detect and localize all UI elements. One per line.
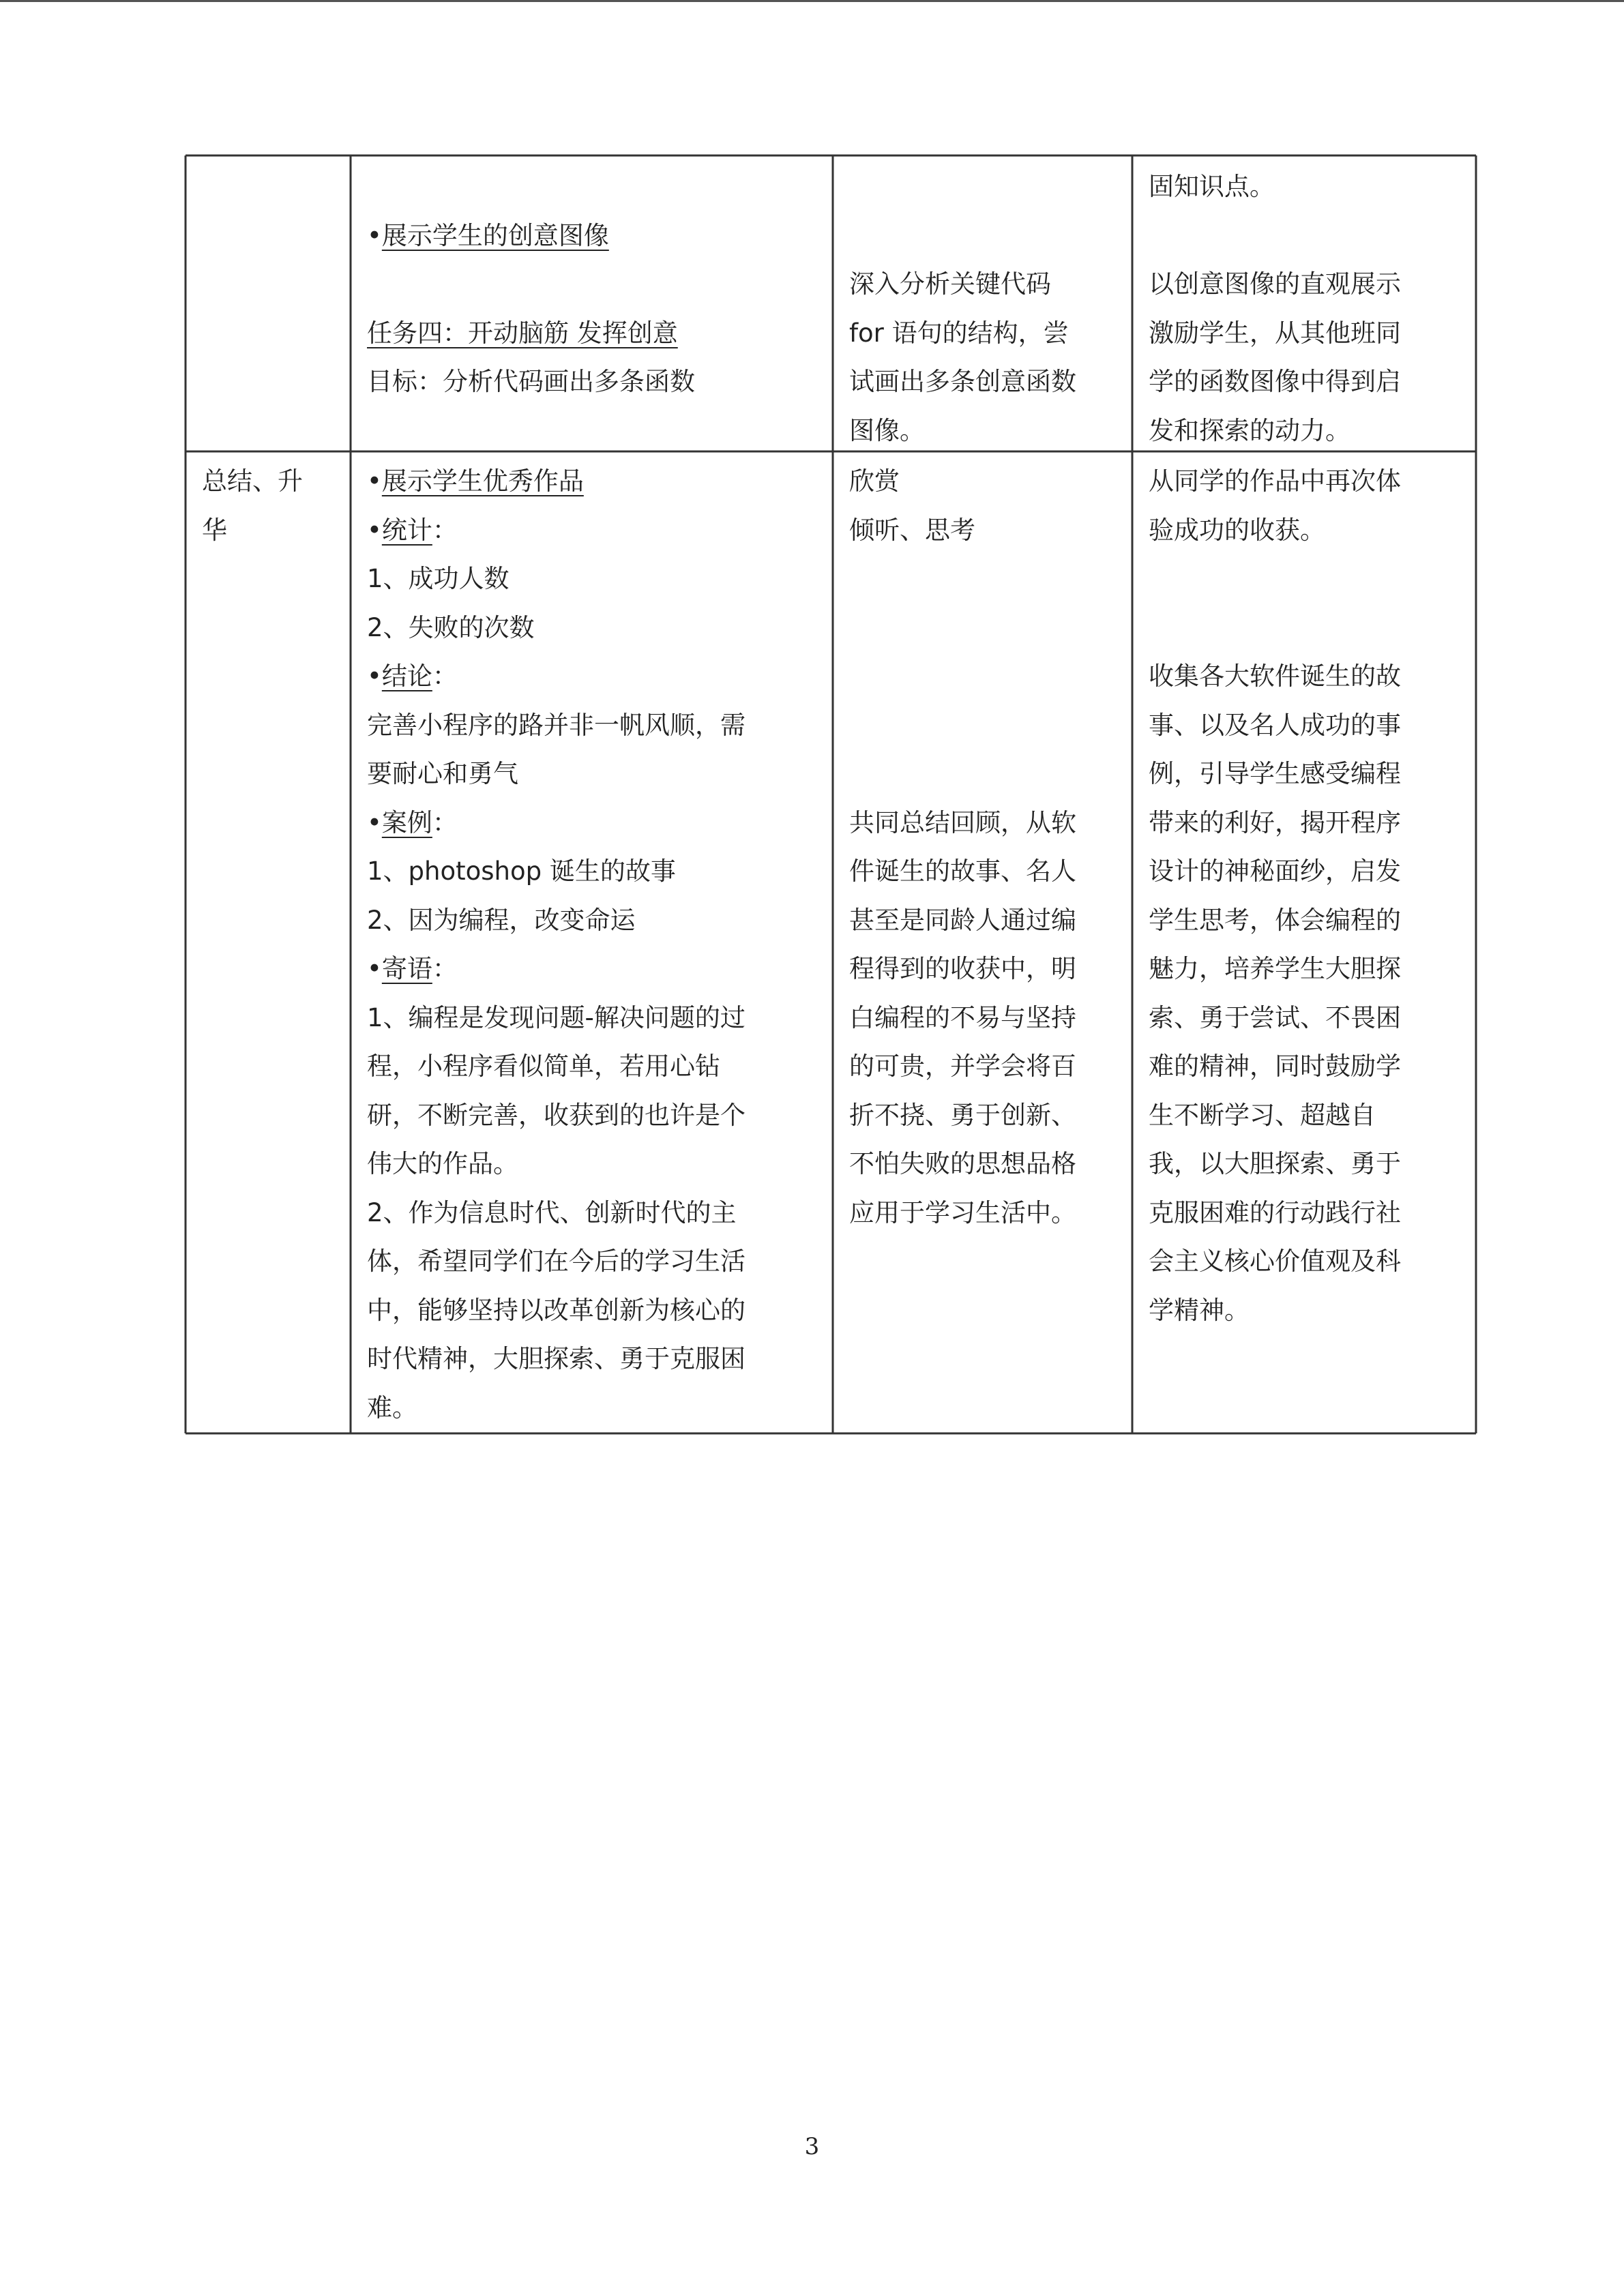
row2-intent-line: 魅力，培养学生大胆探 [1149, 954, 1401, 983]
row2-intent-line: 难的精神，同时鼓励学 [1149, 1052, 1401, 1081]
row1-content-cell [352, 162, 831, 406]
row1-content-goal: 目标：分析代码画出多条函数 [367, 367, 695, 396]
row2-activity-line: 甚至是同龄人通过编 [849, 905, 1076, 935]
row2-intent-line: 设计的神秘面纱，启发 [1149, 856, 1401, 886]
row2-intent-line: 索、勇于尝试、不畏困 [1149, 1002, 1401, 1032]
row2-content-line: •统计： [367, 515, 458, 545]
row2-content-line: 伟大的作品。 [367, 1149, 518, 1178]
row1-activity-line: 试画出多条创意函数 [849, 367, 1076, 396]
row1-activity-line [849, 162, 1116, 211]
row2-content-line: 中，能够坚持以改革创新为核心的 [367, 1295, 745, 1325]
row2-activity-line: 倾听、思考 [849, 515, 975, 545]
row2-activity-cell [834, 457, 1131, 1237]
row2-activity-line: 折不挠、勇于创新、 [849, 1100, 1076, 1130]
row2-content-line: 研，不断完善，收获到的也许是个 [367, 1100, 745, 1130]
row2-intent-line [1149, 554, 1460, 603]
row1-content-blank-2 [367, 260, 816, 309]
row2-activity-line: 的可贵，并学会将百 [849, 1052, 1076, 1081]
row2-stage-cell [187, 457, 349, 554]
row2-activity-line [849, 603, 1116, 653]
row2-stage-line: 总结、升 [202, 466, 303, 496]
row2-intent-line: 从同学的作品中再次体 [1149, 466, 1401, 496]
row2-content-line: •案例： [367, 807, 458, 837]
row2-intent-line: 验成功的收获。 [1149, 515, 1325, 545]
row1-intent-line: 固知识点。 [1149, 172, 1275, 201]
row2-content-line: 1、编程是发现问题-解决问题的过 [367, 1002, 745, 1032]
page-number: 3 [804, 2133, 820, 2160]
row2-intent-line: 带来的利好，揭开程序 [1149, 807, 1401, 837]
row2-intent-cell [1134, 457, 1475, 1335]
row2-intent-line: 收集各大软件诞生的故 [1149, 661, 1401, 691]
row2-content-line: 完善小程序的路并非一帆风顺，需 [367, 710, 745, 740]
row2-activity-line: 白编程的不易与坚持 [849, 1002, 1076, 1032]
row2-intent-line [1149, 603, 1460, 653]
row2-content-line: 2、因为编程，改变命运 [367, 905, 636, 935]
row1-activity-line [849, 211, 1116, 260]
row2-content-line: 1、photoshop 诞生的故事 [367, 856, 676, 886]
row2-content-line: 难。 [367, 1392, 417, 1422]
row2-intent-line: 克服困难的行动践行社 [1149, 1197, 1401, 1227]
row1-intent-line: 激励学生，从其他班同 [1149, 318, 1401, 348]
row2-content-line: 2、失败的次数 [367, 612, 535, 642]
row2-content-line: 时代精神，大胆探索、勇于克服困 [367, 1344, 745, 1373]
row1-activity-cell [834, 162, 1131, 455]
row2-content-line: •结论： [367, 661, 458, 691]
row1-intent-line [1149, 211, 1460, 260]
row2-intent-line: 学精神。 [1149, 1295, 1250, 1325]
row2-activity-line [849, 554, 1116, 603]
row2-activity-line: 共同总结回顾，从软 [849, 807, 1076, 837]
row1-activity-line: 深入分析关键代码 [849, 269, 1051, 299]
row2-intent-line: 会主义核心价值观及科 [1149, 1247, 1401, 1276]
row2-content-line: 要耐心和勇气 [367, 759, 518, 788]
row1-content-showcase: •展示学生的创意图像 [367, 220, 609, 250]
row2-intent-line: 事、以及名人成功的事 [1149, 710, 1401, 740]
row2-intent-line: 学生思考，体会编程的 [1149, 905, 1401, 935]
row2-content-line: •展示学生优秀作品 [367, 466, 584, 496]
row2-content-cell [352, 457, 831, 1432]
row2-intent-line: 例，引导学生感受编程 [1149, 759, 1401, 788]
row2-content-line: 1、成功人数 [367, 564, 510, 593]
row2-intent-line: 我，以大胆探索、勇于 [1149, 1149, 1401, 1178]
row2-activity-line: 欣赏 [849, 466, 900, 496]
row2-stage-line: 华 [202, 515, 227, 545]
row2-content-line: 体，希望同学们在今后的学习生活 [367, 1247, 745, 1276]
row2-content-line: 2、作为信息时代、创新时代的主 [367, 1197, 737, 1227]
row2-activity-line: 不怕失败的思想品格 [849, 1149, 1076, 1178]
row1-intent-line: 发和探索的动力。 [1149, 415, 1350, 445]
row1-content-blank [367, 162, 816, 211]
row2-activity-line: 应用于学习生活中。 [849, 1197, 1076, 1227]
row2-activity-line [849, 749, 1116, 799]
row1-intent-line: 以创意图像的直观展示 [1149, 269, 1401, 299]
row2-activity-line: 程得到的收获中，明 [849, 954, 1076, 983]
row1-activity-line: 图像。 [849, 415, 925, 445]
row2-content-line: 程，小程序看似简单，若用心钻 [367, 1052, 720, 1081]
row1-content-task4: 任务四：开动脑筋 发挥创意 [367, 318, 678, 348]
row2-content-line: •寄语： [367, 954, 458, 983]
row2-activity-line: 件诞生的故事、名人 [849, 856, 1076, 886]
row1-intent-line: 学的函数图像中得到启 [1149, 367, 1401, 396]
row2-intent-line: 生不断学习、超越自 [1149, 1100, 1376, 1130]
row2-activity-line [849, 652, 1116, 701]
row1-activity-line: for 语句的结构，尝 [849, 318, 1069, 348]
row2-activity-line [849, 701, 1116, 750]
row1-intent-cell [1134, 162, 1475, 455]
